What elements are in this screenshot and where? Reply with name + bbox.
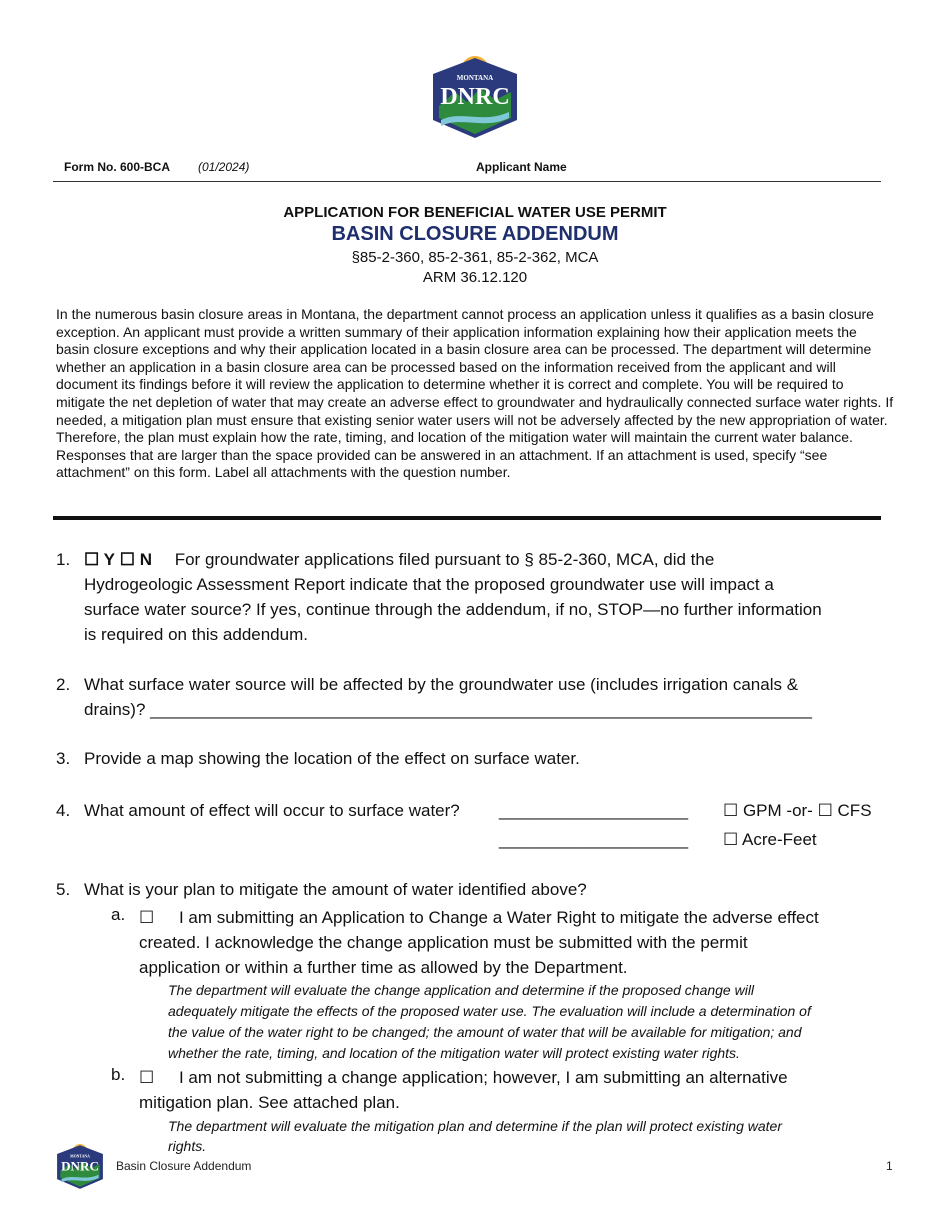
option-label: b. <box>111 1065 126 1084</box>
option-b-note-2: rights. <box>168 1138 207 1154</box>
footer-title: Basin Closure Addendum <box>116 1159 252 1173</box>
question-3-text: Provide a map showing the location of the effect on surface water. <box>84 749 580 768</box>
logo-org-text: DNRC <box>440 84 510 110</box>
flow-unit-checkboxes[interactable]: ☐ GPM -or- ☐ CFS <box>723 801 872 820</box>
volume-amount-input[interactable]: ____________________ <box>499 830 689 849</box>
option-a-note-1: The department will evaluate the change application and determine if the proposed change will <box>168 982 755 998</box>
form-number: Form No. 600-BCA <box>64 160 171 174</box>
question-3 <box>0 746 950 774</box>
change-application-checkbox[interactable]: ☐ <box>139 908 155 927</box>
option-a-note-2: adequately mitigate the effects of the proposed water use. The evaluation will include a determination of <box>168 1003 811 1019</box>
option-label: a. <box>111 905 126 924</box>
intro-paragraph: In the numerous basin closure areas in Montana, the department cannot process an application unless it qualifies as a basin closure exception. An applicant must provide a written summary of their application information explaining how their application meets the basin closure exceptions and why their application located in a basin closure area can be processed. The department will determine whether an application in a basin closure area can be processed based on the information received from the applicant and will document its findings before it will review the application to determine whether it is correct and complete. You will be required to mitigate the net depletion of water that may create an adverse effect to groundwater and hydraulically connected surface water rights. If needed, a mitigation plan must ensure that existing senior water users will not be adversely affected by the new appropriation of water. Therefore, the plan must explain how the rate, timing, and location of the mitigation water will maintain the current water balance. Responses that are larger than the space provided can be answered in an attachment. If an attachment is used, specify “see attachment” on this form. Label all attachments with the question number. <box>56 306 894 481</box>
question-number: 3. <box>56 749 71 768</box>
option-a-note-3: the value of the water right to be changed; the amount of water that will be available for mitigation; and <box>168 1024 802 1040</box>
page-number: 1 <box>886 1159 893 1173</box>
question-1-line-4: is required on this addendum. <box>84 625 308 644</box>
surface-source-input[interactable]: ______________________________________________________________________ <box>150 700 812 719</box>
option-a-line-1: I am submitting an Application to Change a Water Right to mitigate the adverse effect <box>178 908 819 927</box>
header-divider <box>53 181 881 182</box>
logo-state-text: MONTANA <box>456 74 494 82</box>
logo-org-text: DNRC <box>61 1158 99 1174</box>
no-checkbox[interactable]: ☐ N <box>119 550 152 569</box>
question-1-line-3: surface water source? If yes, continue through the addendum, if no, STOP—no further information <box>84 600 822 619</box>
footer-dnrc-logo <box>56 1143 104 1189</box>
question-number: 5. <box>56 880 71 899</box>
question-number: 2. <box>56 675 71 694</box>
question-1 <box>0 547 950 657</box>
dnrc-logo <box>431 54 519 138</box>
option-b-note-1: The department will evaluate the mitigation plan and determine if the plan will protect existing water <box>168 1118 782 1134</box>
question-5 <box>0 877 950 905</box>
question-4 <box>0 798 950 853</box>
question-1-line-2: Hydrogeologic Assessment Report indicate that the proposed groundwater use will impact a <box>84 575 774 594</box>
page-title: BASIN CLOSURE ADDENDUM <box>331 223 619 245</box>
option-b-line-2: mitigation plan. See attached plan. <box>139 1093 400 1112</box>
question-4-text: What amount of effect will occur to surface water? <box>84 801 460 820</box>
section-divider <box>53 516 881 520</box>
question-number: 1. <box>56 550 71 569</box>
question-5-text: What is your plan to mitigate the amount of water identified above? <box>84 880 587 899</box>
acre-feet-checkbox[interactable]: ☐ Acre-Feet <box>723 830 817 849</box>
option-b-line-1: I am not submitting a change application; however, I am submitting an alternative <box>178 1068 788 1087</box>
applicant-name-label: Applicant Name <box>476 160 567 174</box>
question-2-line-2: drains)? <box>84 700 146 719</box>
question-2 <box>0 672 950 727</box>
question-number: 4. <box>56 801 71 820</box>
mitigation-plan-checkbox[interactable]: ☐ <box>139 1068 155 1087</box>
option-a-line-2: created. I acknowledge the change application must be submitted with the permit <box>139 933 748 952</box>
question-1-line-1: For groundwater applications filed pursuant to § 85-2-360, MCA, did the <box>174 550 715 569</box>
arm-reference: ARM 36.12.120 <box>422 269 528 286</box>
title-line-1: APPLICATION FOR BENEFICIAL WATER USE PERMIT <box>283 204 667 221</box>
effect-amount-input[interactable]: ____________________ <box>499 801 689 820</box>
logo-state-text: MONTANA <box>70 1154 90 1159</box>
statute-reference: §85-2-360, 85-2-361, 85-2-362, MCA <box>351 249 599 266</box>
option-b <box>0 1065 950 1160</box>
question-2-line-1: What surface water source will be affected by the groundwater use (includes irrigation canals & <box>84 675 799 694</box>
option-a <box>0 905 950 1065</box>
option-a-line-3: application or within a further time as allowed by the Department. <box>139 958 628 977</box>
option-a-note-4: whether the rate, timing, and location of the mitigation water will protect existing water rights. <box>168 1045 740 1061</box>
form-date: (01/2024) <box>198 160 250 174</box>
yes-checkbox[interactable]: ☐ Y <box>84 550 115 569</box>
